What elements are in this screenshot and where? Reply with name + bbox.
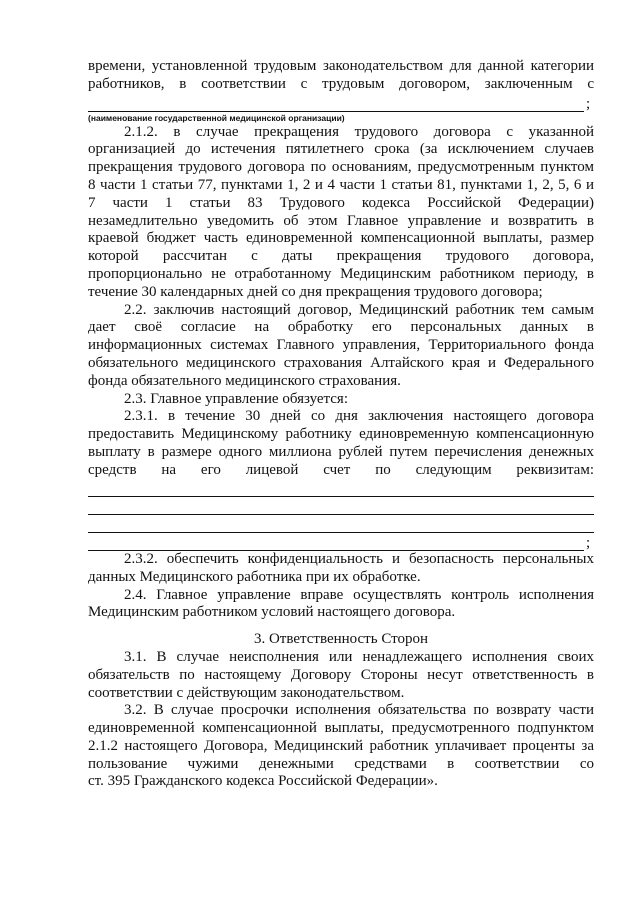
text-line: средств на его лицевой счет по следующим реквизитам:: [88, 461, 594, 478]
text-line: выплату в размере одного миллиона рублей путем перечисления денежных: [88, 443, 594, 460]
text-line: данных Медицинского работника при их обработке.: [88, 568, 421, 585]
requisites-fields: [88, 480, 594, 551]
text-line: времени, установленной трудовым законодательством для данной категории: [88, 58, 594, 74]
text-line: фонда обязательного медицинского страхования.: [88, 372, 401, 389]
text-line: которой рассчитан с даты прекращения трудового договора,: [88, 248, 594, 265]
paragraph-2-3-2: [88, 551, 594, 587]
text-line: 3.2. В случае просрочки исполнения обязательства по возврату части: [124, 702, 594, 719]
document-body: [88, 58, 594, 791]
text-line: течение 30 календарных дней со дня прекращения трудового договора;: [88, 283, 543, 300]
text-line: работников, в соответствии с трудовым договором, заключенным с: [88, 75, 594, 92]
paragraph-3-2: [88, 702, 594, 791]
text-line: единовременной компенсационной выплаты, предусмотренного подпунктом: [88, 720, 594, 737]
blank-underline: [88, 96, 584, 112]
blank-underline: [88, 480, 594, 498]
text-line: 2.3.2. обеспечить конфиденциальность и безопасность персональных: [124, 550, 594, 567]
blank-underline: [88, 515, 594, 533]
text-line: незамедлительно уведомить об этом Главное управление и возвратить в: [88, 212, 594, 229]
text-line: 3.1. В случае неисполнения или ненадлежащего исполнения своих: [124, 648, 594, 665]
text-line: предоставить Медицинскому работнику единовременную компенсационную: [88, 426, 594, 443]
text-line: обязательного медицинского страхования Алтайского края и Федерального: [88, 354, 594, 371]
requisites-last-line: [88, 533, 594, 551]
punctuation: ;: [586, 95, 591, 112]
text-line: дает своё согласие на обработку его персональных данных в: [88, 319, 594, 336]
text-line: ст. 395 Гражданского кодекса Российской Федерации».: [88, 773, 438, 790]
text-line: Медицинским работником условий настоящего договора.: [88, 604, 456, 621]
organization-name-field: [88, 94, 594, 112]
text-line: 2.3.1. в течение 30 дней со дня заключения настоящего договора: [124, 408, 594, 425]
text-line: организацией до истечения пятилетнего срока (за исключением случаев: [88, 141, 594, 158]
paragraph-3-1: [88, 649, 594, 702]
paragraph-2-1-2: [88, 124, 594, 302]
text-line: прекращения трудового договора по основаниям, предусмотренным пунктом: [88, 159, 594, 176]
text-line: 7 части 1 статьи 83 Трудового кодекса Российской Федерации): [88, 194, 594, 211]
paragraph-2-4: [88, 587, 594, 623]
paragraph-2-3: 2.3. Главное управление обязуется:: [124, 390, 349, 407]
text-line: 2.4. Главное управление вправе осуществлять контроль исполнения: [124, 586, 594, 603]
punctuation: ;: [586, 534, 591, 551]
field-caption: (наименование государственной медицинской организации): [88, 112, 345, 123]
section-heading: 3. Ответственность Сторон: [253, 631, 429, 648]
text-line: соответствии с действующим законодательством.: [88, 684, 405, 701]
text-line: 2.2. заключив настоящий договор, Медицинский работник тем самым: [124, 301, 594, 318]
text-line: краевой бюджет часть единовременной компенсационной выплаты, размер: [88, 230, 594, 247]
text-line: информационных системах Главного управления, Территориального фонда: [88, 337, 594, 354]
text-line: пользование чужими денежными средствами в соответствии со: [88, 755, 594, 772]
blank-underline: [88, 497, 594, 515]
text-line: 2.1.2 настоящего Договора, Медицинский работник уплачивает проценты за: [88, 737, 594, 754]
text-line: пропорционально не отработанному Медицинским работником периоду, в: [88, 265, 594, 282]
text-line: 2.1.2. в случае прекращения трудового договора с указанной: [124, 123, 594, 140]
paragraph-2-2: [88, 302, 594, 391]
spacer: [88, 622, 594, 631]
paragraph-2-3-1: [88, 408, 594, 479]
text-line: 8 части 1 статьи 77, пунктами 1, 2 и 4 части 1 статьи 81, пунктами 1, 2, 5, 6 и: [88, 176, 594, 193]
text-line: обязательств по настоящему Договору Стороны несут ответственность в: [88, 666, 594, 683]
blank-underline: [88, 535, 584, 551]
